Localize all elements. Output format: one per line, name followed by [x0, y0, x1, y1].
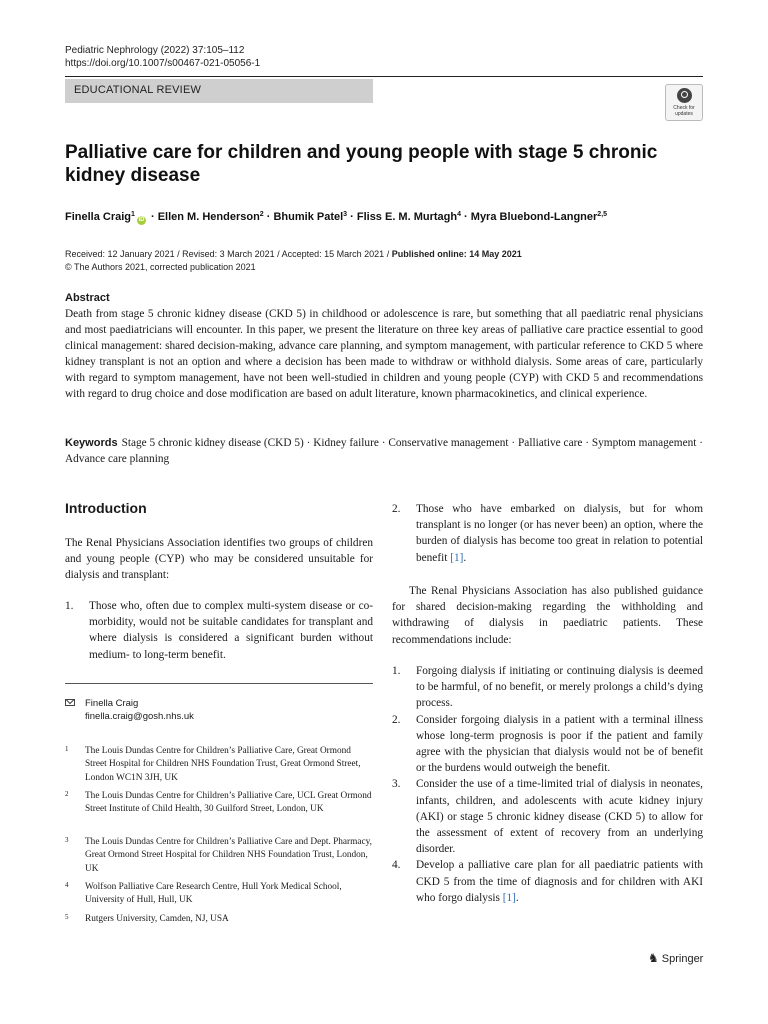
list-number: 4. [392, 859, 401, 872]
list-item [65, 598, 373, 663]
affiliation-number: 1 [65, 745, 69, 753]
list-text: Forgoing dialysis if initiating or continuing dialysis is deemed to be harmful, of no benefit, or merely prolongs a child’s dying process. [416, 665, 703, 710]
list-item [392, 857, 703, 906]
author-name[interactable]: Fliss E. M. Murtagh [356, 211, 458, 223]
list-text-end: . [463, 551, 467, 564]
affiliation-text: The Louis Dundas Centre for Children’s Palliative Care, UCL Great Ormond Street Institute of Child Health, 30 Guilford Street, London, UK [85, 791, 372, 815]
list-text: Those who, often due to complex multi-system disease or co-morbidity, would not be suitable candidates for transplant and where dialysis is considered a significant burden without medium- to long-term benefit. [89, 600, 373, 661]
unsuitable-groups-list-continued [392, 501, 703, 566]
list-item [392, 776, 703, 857]
affiliation-text: Wolfson Palliative Care Research Centre, Hull York Medical School, University of Hull, Hull, UK [85, 882, 342, 906]
list-number: 2. [392, 713, 401, 726]
springer-horse-icon: ♞ [648, 951, 659, 965]
author-name[interactable]: Myra Bluebond-Langner [470, 211, 598, 223]
author-name[interactable]: Finella Craig [65, 211, 132, 223]
copyright-text: The Authors 2021, corrected publication 2021 [73, 262, 256, 272]
orcid-icon[interactable]: iD [138, 217, 145, 223]
keywords-text: Stage 5 chronic kidney disease (CKD 5) · Kidney failure · Conservative management · Palliative care · Symptom management · Advance care planning [65, 437, 703, 466]
affiliation-text: The Louis Dundas Centre for Children’s Palliative Care, Great Ormond Street Hospital for Children NHS Foundation Trust, Great Ormond Street, London WC1N 3JH, UK [85, 746, 361, 783]
list-number: 1. [65, 600, 74, 612]
envelope-icon [65, 699, 75, 706]
affiliation [65, 836, 373, 876]
list-item [392, 663, 703, 712]
published-online-date: Published online: 14 May 2021 [391, 249, 522, 259]
unsuitable-groups-list [65, 598, 373, 663]
article-type-banner: EDUCATIONAL REVIEW [65, 79, 373, 103]
recommendations-list [392, 663, 703, 906]
copyright-line [65, 261, 256, 274]
list-text: Consider the use of a time-limited trial of dialysis in neonates, infants, children, and adolescents with acute kidney injury (AKI) or stage 5 chronic kidney disease (CKD 5) to allow for the assessment of extent of recovery from an underlying disorder. [416, 778, 703, 856]
received-dates: Received: 12 January 2021 / Revised: 3 March 2021 / Accepted: 15 March 2021 / [65, 249, 392, 259]
author-affiliation: 4 [457, 211, 461, 218]
list-text: Those who have embarked on dialysis, but for whom transplant is no longer (or has never been) an option, where the burden of dialysis has become too great in relation to potential benefit [416, 503, 703, 564]
creative-commons-icon: © [65, 262, 74, 272]
affiliation [65, 790, 373, 817]
list-number: 2. [392, 503, 401, 515]
check-for-updates-badge[interactable] [665, 84, 703, 121]
footnote-divider [65, 683, 373, 684]
author-name[interactable]: Ellen M. Henderson [157, 211, 260, 223]
list-item [392, 501, 703, 566]
keywords-label: Keywords [65, 437, 118, 449]
author-affiliation: 2 [259, 211, 264, 218]
author-affiliation: 3 [343, 211, 348, 218]
citation-link[interactable]: [1] [502, 891, 516, 904]
correspondence [65, 697, 194, 723]
list-item [392, 712, 703, 777]
list-text: Develop a palliative care plan for all paediatric patients with CKD 5 from the time of diagnosis and for children with AKI who forgo dialysis [416, 859, 703, 904]
header-divider [65, 76, 703, 77]
author-name[interactable]: Bhumik Patel [273, 211, 344, 223]
journal-header [65, 44, 260, 70]
affiliation-number: 2 [65, 790, 69, 798]
publisher-name: Springer [661, 953, 704, 965]
publisher-logo [648, 951, 703, 966]
guidance-paragraph: The Renal Physicians Association has also published guidance for shared decision-making regarding the withholding and withdrawing of dialysis in paediatric patients. These recommendations include: [392, 585, 703, 646]
introduction-heading: Introduction [65, 500, 147, 516]
doi-link[interactable]: https://doi.org/10.1007/s00467-021-05056-1 [65, 58, 261, 69]
affiliation-text: The Louis Dundas Centre for Children’s Palliative Care and Dept. Pharmacy, Great Ormond Street Hospital for Children NHS Foundation Trust, London, UK [85, 837, 373, 874]
list-text-end: . [515, 891, 519, 904]
affiliation [65, 913, 373, 926]
author-affiliation: 2,5 [597, 211, 608, 218]
corresponding-email[interactable]: finella.craig@gosh.nhs.uk [85, 711, 194, 722]
author-list: Finella Craig$^1$iD · Ellen M. Henderson$^2$ · Bhumik Patel$^3$ · Fliss E. M. Murtagh$^4$ · Myra Bluebond-Langner$^{2,5}$ [65, 211, 608, 223]
abstract-text: Death from stage 5 chronic kidney disease (CKD 5) in childhood or adolescence is rare, but something that all paediatric renal physicians and most paediatricians will encounter. In this paper, we present the literature on three key areas of palliative care practice essential to good clinical management: shared decision-making, advance care planning, and symptom management, with particular reference to CKD 5 where kidney transplant is not an option and where a decision has been made to withdraw or withhold dialysis. Some areas of care, particularly with regard to symptom management, have not been well-studied in children and young people (CYP) with CKD 5 and recommendations with regard to drug choice and dose modification are based on adult literature, known pharmacokinetics, and clinical experience. [65, 308, 703, 401]
affiliation-text: Rutgers University, Camden, NJ, USA [85, 914, 229, 924]
affiliation-number: 5 [65, 913, 69, 921]
journal-citation: Pediatric Nephrology (2022) 37:105–112 [65, 45, 245, 56]
update-check-icon [677, 88, 692, 103]
list-text: Consider forgoing dialysis in a patient with a terminal illness whose long-term prognosis is poor if the patient and family agree with the physician that dialysis would not be of benefit or the burdens would outweigh the benefit. [416, 713, 703, 775]
affiliation-number: 4 [65, 881, 69, 889]
abstract-heading: Abstract [65, 292, 110, 304]
article-title: Palliative care for children and young people with stage 5 chronic kidney disease [65, 142, 658, 186]
affiliation [65, 881, 373, 908]
affiliation-number: 3 [65, 836, 69, 844]
list-number: 1. [392, 665, 401, 677]
list-number: 3. [392, 778, 401, 791]
affiliation [65, 745, 373, 785]
citation-link[interactable]: [1] [450, 551, 464, 564]
check-for-updates-label: Check for updates [673, 105, 695, 117]
publication-dates [65, 248, 522, 261]
introduction-paragraph: The Renal Physicians Association identifies two groups of children and young people (CYP) who may be considered unsuitable for dialysis and transplant: [65, 537, 373, 582]
author-affiliation: 1 [131, 211, 135, 218]
corresponding-author: Finella Craig [85, 698, 139, 709]
keywords [65, 435, 703, 468]
